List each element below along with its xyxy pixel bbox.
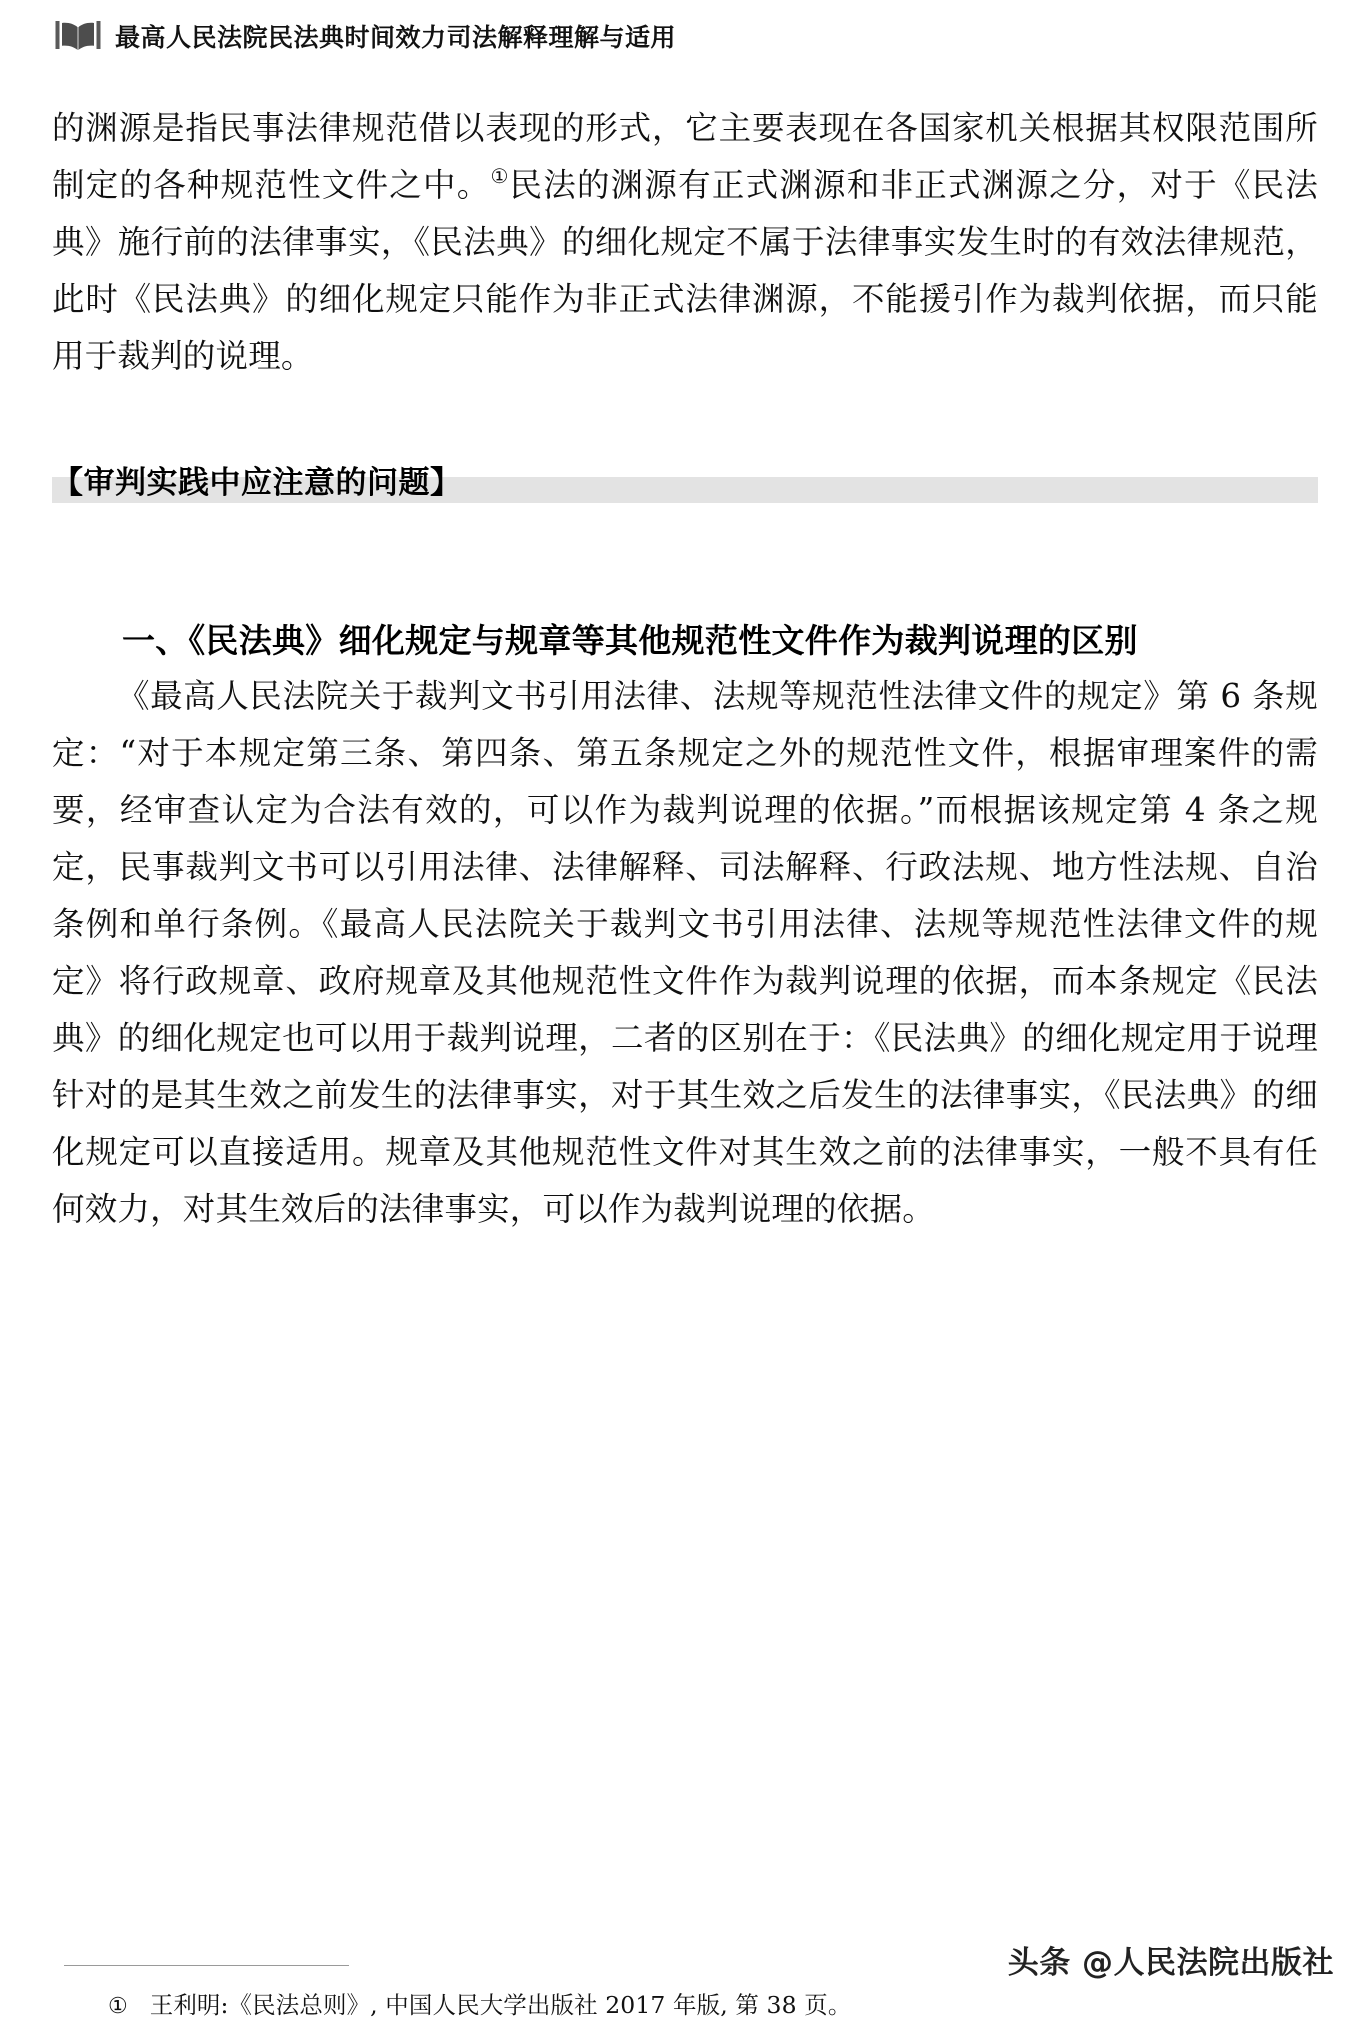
footnote-marker: ①: [108, 1994, 128, 2019]
footnote-reference-marker: ①: [490, 164, 510, 188]
section-heading: 一、《民法典》细化规定与规章等其他规范性文件作为裁判说理的区别: [122, 621, 1138, 660]
page-header: [0, 0, 1370, 50]
open-book-icon: [55, 19, 101, 53]
section-paragraph: 《最高人民法院关于裁判文书引用法律、法规等规范性法律文件的规定》第 6 条规定：“对于本规定第三条、第四条、第五条规定之外的规范性文件，根据审理案件的需要，经审查认定为合法有效的，可以作为裁判说理的依据。”而根据该规定第 4 条之规定，民事裁判文书可以引用法律、法律解释、司法解释、行政法规、地方性法规、自治条例和单行条例。《最高人民法院关于裁判文书引用法律、法规等规范性法律文件的规定》将行政规章、政府规章及其他规范性文件作为裁判说理的依据，而本条规定《民法典》的细化规定也可以用于裁判说理，二者的区别在于：《民法典》的细化规定用于说理针对的是其生效之前发生的法律事实，对于其生效之后发生的法律事实，《民法典》的细化规定可以直接适用。规章及其他规范性文件对其生效之前的法律事实，一般不具有任何效力，对其生效后的法律事实，可以作为裁判说理的依据。: [52, 677, 1318, 1228]
bracket-heading-block: [52, 457, 1318, 509]
paragraph-text-part-1: 的渊源是指民事法律规范借以表现的形式，它主要表现在各国家机关根据其权限范围所制定的各种规范性文件之中。: [52, 109, 1318, 204]
header-title: 最高人民法院民法典时间效力司法解释理解与适用: [115, 23, 677, 52]
paragraph-text-part-2: 民法的渊源有正式渊源和非正式渊源之分，对于《民法典》施行前的法律事实，《民法典》的细化规定不属于法律事实发生时的有效法律规范，此时《民法典》的细化规定只能作为非正式法律渊源，不能援引作为裁判依据，而只能用于裁判的说理。: [52, 166, 1318, 375]
footnote-text: 王利明:《民法总则》, 中国人民大学出版社 2017 年版, 第 38 页。: [149, 1991, 852, 2019]
footnote-separator-rule: [64, 1965, 349, 1966]
footnote-entry: [52, 1988, 1318, 2038]
publisher-watermark: [1008, 1937, 1334, 1982]
bracket-heading-text: 【审判实践中应注意的问题】: [52, 465, 462, 501]
page-content: [0, 100, 1370, 1238]
watermark-text: 头条 @人民法院出版社: [1007, 1945, 1334, 1981]
body-paragraph-opening: [52, 100, 1318, 385]
